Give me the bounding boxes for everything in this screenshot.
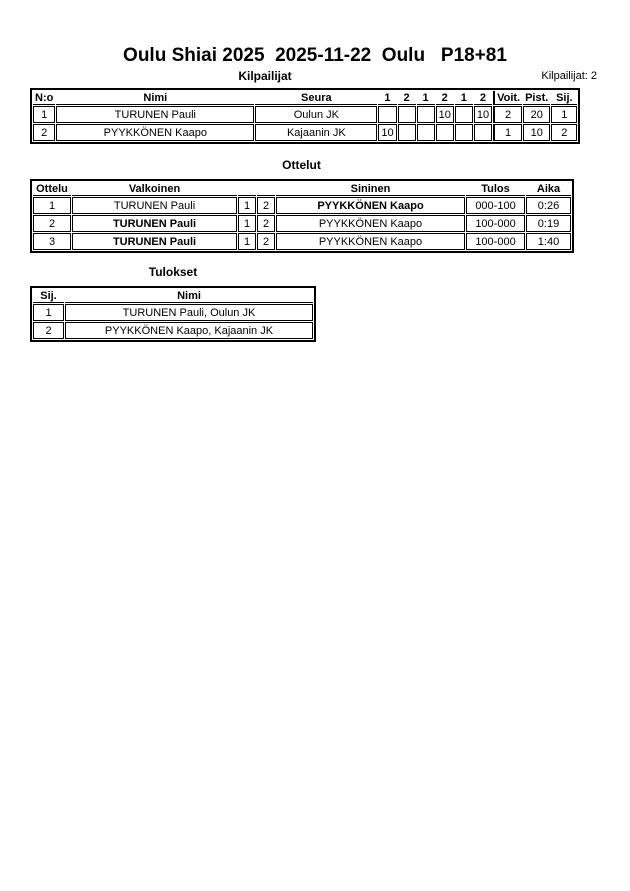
competitor-row xyxy=(33,106,577,123)
white-player-cell: TURUNEN Pauli xyxy=(72,215,237,232)
header-round-1: 1 xyxy=(378,91,396,105)
blue-player-cell: PYYKKÖNEN Kaapo xyxy=(276,215,465,232)
match-time-cell: 0:26 xyxy=(526,197,571,214)
white-number-cell: 1 xyxy=(238,215,256,232)
header-blue-num xyxy=(257,182,275,196)
round-score-cell xyxy=(417,106,435,123)
header-round-5: 1 xyxy=(455,91,473,105)
blue-player-cell: PYYKKÖNEN Kaapo xyxy=(276,197,465,214)
header-nimi: Nimi xyxy=(65,289,313,303)
round-score-cell xyxy=(417,124,435,141)
header-pist: Pist. xyxy=(525,91,549,104)
match-number-cell: 3 xyxy=(33,233,71,250)
results-header-row xyxy=(33,289,313,303)
round-score-cell: 10 xyxy=(378,124,396,141)
header-tulos: Tulos xyxy=(466,182,525,196)
competitors-header-row xyxy=(33,91,577,105)
round-score-cell xyxy=(436,124,454,141)
competitor-club-cell: Oulun JK xyxy=(255,106,377,123)
match-number-cell: 1 xyxy=(33,197,71,214)
match-row xyxy=(33,233,571,250)
match-score-cell: 100-000 xyxy=(466,233,525,250)
competitor-name-cell: PYYKKÖNEN Kaapo xyxy=(56,124,254,141)
blue-player-cell: PYYKKÖNEN Kaapo xyxy=(276,233,465,250)
section-heading-ottelut: Ottelut xyxy=(282,158,321,172)
points-cell: 10 xyxy=(523,124,550,141)
round-score-cell xyxy=(398,124,416,141)
competitor-number-cell: 1 xyxy=(33,106,55,123)
competitor-row xyxy=(33,124,577,141)
competitor-club-cell: Kajaanin JK xyxy=(255,124,377,141)
header-aika: Aika xyxy=(526,182,571,196)
matches-header-row xyxy=(33,182,571,196)
section-heading-tulokset: Tulokset xyxy=(148,265,198,279)
competitor-number-cell: 2 xyxy=(33,124,55,141)
result-row xyxy=(33,322,313,339)
results-table xyxy=(30,286,316,342)
result-name-cell: PYYKKÖNEN Kaapo, Kajaanin JK xyxy=(65,322,313,339)
round-score-cell xyxy=(398,106,416,123)
match-number-cell: 2 xyxy=(33,215,71,232)
header-valkoinen: Valkoinen xyxy=(72,182,237,196)
result-place-cell: 1 xyxy=(33,304,64,321)
header-round-6: 2 xyxy=(474,91,492,105)
round-score-cell xyxy=(474,124,492,141)
competitor-name-cell: TURUNEN Pauli xyxy=(56,106,254,123)
header-no: N:o xyxy=(35,91,54,104)
header-sij: Sij. xyxy=(551,91,577,105)
header-nimi: Nimi xyxy=(56,91,254,105)
round-score-cell xyxy=(455,106,473,123)
white-player-cell: TURUNEN Pauli xyxy=(72,233,237,250)
wins-cell: 1 xyxy=(493,124,522,141)
header-round-3: 1 xyxy=(417,91,435,105)
match-time-cell: 0:19 xyxy=(526,215,571,232)
competitors-table xyxy=(30,88,580,144)
header-sij: Sij. xyxy=(33,289,64,303)
points-cell: 20 xyxy=(523,106,550,123)
round-score-cell xyxy=(378,106,396,123)
match-score-cell: 000-100 xyxy=(466,197,525,214)
header-seura: Seura xyxy=(255,91,377,105)
competitors-count: Kilpailijat: 2 xyxy=(541,70,597,82)
round-score-cell xyxy=(455,124,473,141)
blue-number-cell: 2 xyxy=(257,215,275,232)
header-white-num xyxy=(238,182,256,196)
match-score-cell: 100-000 xyxy=(466,215,525,232)
round-score-cell: 10 xyxy=(436,106,454,123)
blue-number-cell: 2 xyxy=(257,197,275,214)
match-row xyxy=(33,197,571,214)
white-number-cell: 1 xyxy=(238,197,256,214)
header-round-4: 2 xyxy=(436,91,454,105)
place-cell: 2 xyxy=(551,124,577,141)
match-row xyxy=(33,215,571,232)
white-number-cell: 1 xyxy=(238,233,256,250)
header-voit: Voit. xyxy=(493,91,522,105)
header-round-2: 2 xyxy=(398,91,416,105)
place-cell: 1 xyxy=(551,106,577,123)
match-time-cell: 1:40 xyxy=(526,233,571,250)
white-player-cell: TURUNEN Pauli xyxy=(72,197,237,214)
header-ottelu: Ottelu xyxy=(33,182,71,196)
matches-table xyxy=(30,179,574,253)
wins-cell: 2 xyxy=(493,106,522,123)
blue-number-cell: 2 xyxy=(257,233,275,250)
round-score-cell: 10 xyxy=(474,106,492,123)
header-sininen: Sininen xyxy=(276,182,465,196)
page-title: Oulu Shiai 2025 2025-11-22 Oulu P18+81 xyxy=(123,45,507,66)
result-name-cell: TURUNEN Pauli, Oulun JK xyxy=(65,304,313,321)
result-place-cell: 2 xyxy=(33,322,64,339)
result-row xyxy=(33,304,313,321)
section-heading-kilpailijat: Kilpailijat xyxy=(238,69,292,83)
